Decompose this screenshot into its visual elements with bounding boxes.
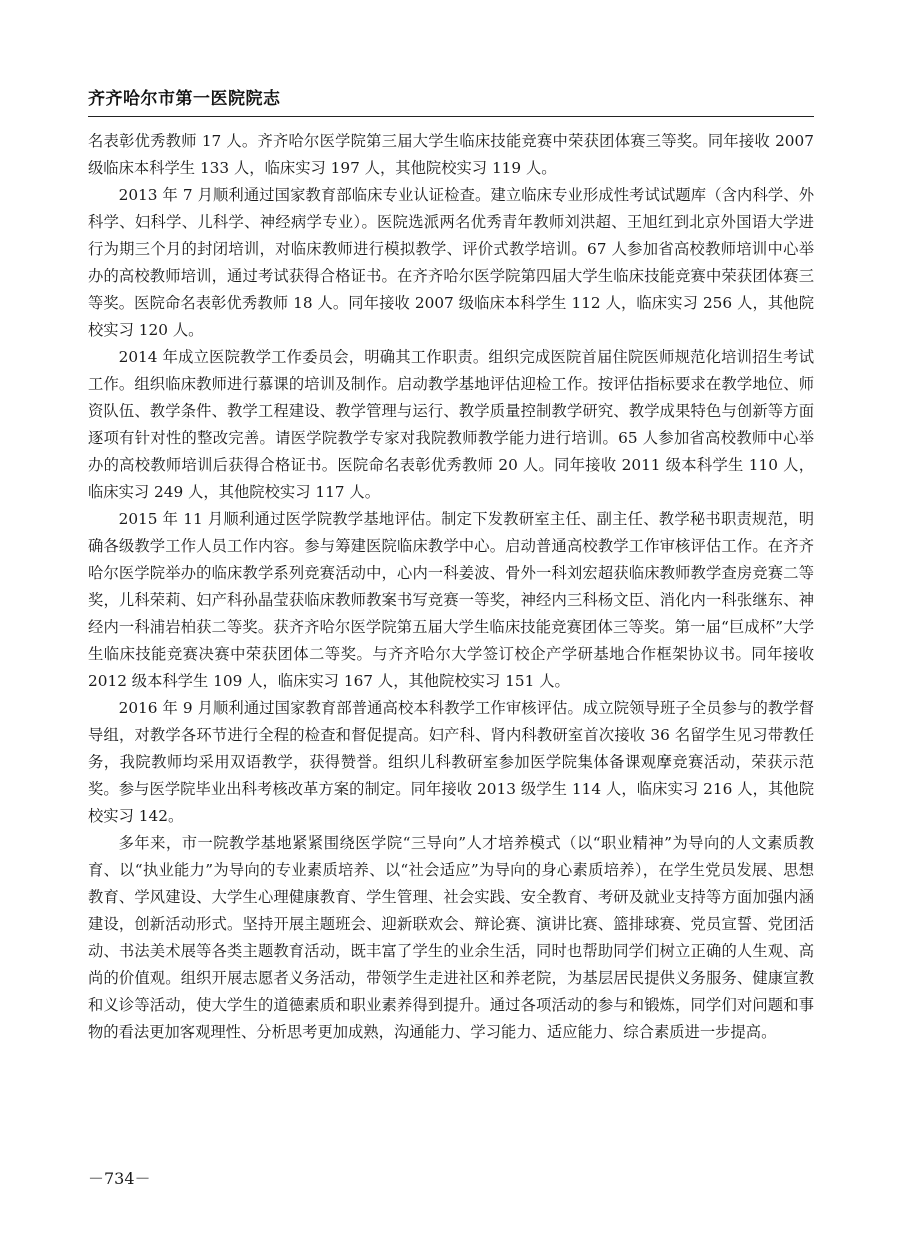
running-header bbox=[88, 88, 814, 125]
body-text bbox=[88, 128, 814, 1046]
paragraph-2016: 2016 年 9 月顺利通过国家教育部普通高校本科教学工作审核评估。成立院领导班子全员参与的教学督导组，对教学各环节进行全程的检查和督促提高。妇产科、肾内科教研室首次接收 36 名留学生见习带教任务，我院教师均采用双语教学，获得赞誉。组织儿科教研室参加医学院集体备课观摩竞赛活动，荣获示范奖。参与医学院毕业出科考核改革方案的制定。同年接收 2013 级学生 114 人，临床实习 216 人，其他院校实习 142。 bbox=[88, 699, 814, 825]
paragraph-2014: 2014 年成立医院教学工作委员会，明确其工作职责。组织完成医院首届住院医师规范化培训招生考试工作。组织临床教师进行慕课的培训及制作。启动教学基地评估迎检工作。按评估指标要求在教学地位、师资队伍、教学条件、教学工程建设、教学管理与运行、教学质量控制教学研究、教学成果特色与创新等方面逐项有针对性的整改完善。请医学院教学专家对我院教师教学能力进行培训。65 人参加省高校教师中心举办的高校教师培训后获得合格证书。医院命名表彰优秀教师 20 人。同年接收 2011 级本科学生 110 人，临床实习 249 人，其他院校实习 117 人。 bbox=[88, 348, 814, 501]
paragraph-summary: 多年来，市一院教学基地紧紧围绕医学院“三导向”人才培养模式（以“职业精神”为导向的人文素质教育、以“执业能力”为导向的专业素质培养、以“社会适应”为导向的身心素质培养），在学生党员发展、思想教育、学风建设、大学生心理健康教育、学生管理、社会实践、安全教育、考研及就业支持等方面加强内涵建设，创新活动形式。坚持开展主题班会、迎新联欢会、辩论赛、演讲比赛、篮排球赛、党员宣誓、党团活动、书法美术展等各类主题教育活动，既丰富了学生的业余生活，同时也帮助同学们树立正确的人生观、高尚的价值观。组织开展志愿者义务活动，带领学生走进社区和养老院，为基层居民提供义务服务、健康宣教和义诊等活动，使大学生的道德素质和职业素养得到提升。通过各项活动的参与和锻炼，同学们对问题和事物的看法更加客观理性、分析思考更加成熟，沟通能力、学习能力、适应能力、综合素质进一步提高。 bbox=[88, 834, 814, 1041]
page-number: －734－ bbox=[88, 1169, 151, 1188]
header-divider bbox=[88, 116, 814, 117]
paragraph-2013: 2013 年 7 月顺利通过国家教育部临床专业认证检查。建立临床专业形成性考试试题库（含内科学、外科学、妇科学、儿科学、神经病学专业）。医院选派两名优秀青年教师刘洪超、王旭红到北京外国语大学进行为期三个月的封闭培训，对临床教师进行模拟教学、评价式教学培训。67 人参加省高校教师培训中心举办的高校教师培训，通过考试获得合格证书。在齐齐哈尔医学院第四届大学生临床技能竞赛中荣获团体赛三等奖。医院命名表彰优秀教师 18 人。同年接收 2007 级临床本科学生 112 人，临床实习 256 人，其他院校实习 120 人。 bbox=[88, 186, 814, 339]
paragraph-continued: 名表彰优秀教师 17 人。齐齐哈尔医学院第三届大学生临床技能竞赛中荣获团体赛三等奖。同年接收 2007 级临床本科学生 133 人，临床实习 197 人，其他院校实习 119 人。 bbox=[88, 132, 814, 177]
running-header-title: 齐齐哈尔市第一医院院志 bbox=[88, 89, 281, 109]
paragraph-2015: 2015 年 11 月顺利通过医学院教学基地评估。制定下发教研室主任、副主任、教学秘书职责规范，明确各级教学工作人员工作内容。参与筹建医院临床教学中心。启动普通高校教学工作审核评估工作。在齐齐哈尔医学院举办的临床教学系列竞赛活动中，心内一科姜波、骨外一科刘宏超获临床教师教学查房竞赛二等奖，儿科荣莉、妇产科孙晶莹获临床教师教案书写竞赛一等奖，神经内三科杨文臣、消化内一科张继东、神经内一科浦岩柏获二等奖。获齐齐哈尔医学院第五届大学生临床技能竞赛团体三等奖。第一届“巨成杯”大学生临床技能竞赛决赛中荣获团体二等奖。与齐齐哈尔大学签订校企产学研基地合作框架协议书。同年接收 2012 级本科学生 109 人，临床实习 167 人，其他院校实习 151 人。 bbox=[88, 510, 814, 690]
